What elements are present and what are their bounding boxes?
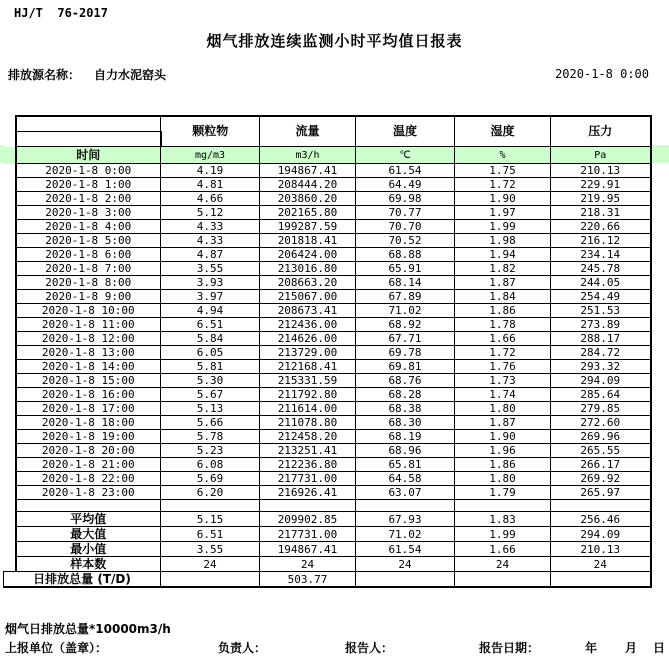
value-cell: 67.89 [356, 290, 455, 304]
value-cell: 272.60 [551, 416, 651, 430]
spacer-cell [16, 500, 161, 512]
summary-value-cell [551, 572, 651, 588]
summary-label-cell: 日排放总量 (T/D) [4, 572, 161, 588]
value-cell: 1.79 [455, 486, 551, 500]
value-cell: 3.93 [161, 276, 260, 290]
source-label: 排放源名称： [8, 68, 81, 82]
spacer-cell [260, 500, 356, 512]
ghost-cell [4, 542, 16, 557]
value-cell: 199287.59 [260, 220, 356, 234]
value-cell: 217731.00 [260, 472, 356, 486]
ghost-cell [4, 234, 16, 248]
report-datetime: 2020-1-8 0:00 [555, 67, 649, 81]
table-row [4, 486, 651, 500]
value-cell: 6.20 [161, 486, 260, 500]
spacer-row [4, 500, 651, 512]
ghost-cell [4, 290, 16, 304]
table-row [4, 206, 651, 220]
time-cell: 2020-1-8 22:00 [16, 472, 161, 486]
table-row [4, 444, 651, 458]
ghost-cell [4, 527, 16, 542]
value-cell: 1.78 [455, 318, 551, 332]
value-cell: 5.30 [161, 374, 260, 388]
value-cell: 202165.80 [260, 206, 356, 220]
value-cell: 5.13 [161, 402, 260, 416]
ghost-cell [4, 248, 16, 262]
time-cell: 2020-1-8 15:00 [16, 374, 161, 388]
column-header: 湿度 [455, 116, 551, 147]
monitoring-table [3, 115, 652, 588]
summary-value-cell: 217731.00 [260, 527, 356, 542]
value-cell: 216926.41 [260, 486, 356, 500]
data-rows [4, 164, 651, 500]
value-cell: 203860.20 [260, 192, 356, 206]
value-cell: 3.97 [161, 290, 260, 304]
value-cell: 218.31 [551, 206, 651, 220]
value-cell: 67.71 [356, 332, 455, 346]
value-cell: 5.23 [161, 444, 260, 458]
summary-value-cell: 210.13 [551, 542, 651, 557]
value-cell: 234.14 [551, 248, 651, 262]
time-cell: 2020-1-8 4:00 [16, 220, 161, 234]
summary-value-cell: 1.83 [455, 512, 551, 527]
value-cell: 1.86 [455, 458, 551, 472]
value-cell: 1.90 [455, 192, 551, 206]
time-cell: 2020-1-8 7:00 [16, 262, 161, 276]
summary-value-cell: 1.66 [455, 542, 551, 557]
value-cell: 4.66 [161, 192, 260, 206]
value-cell: 194867.41 [260, 164, 356, 178]
summary-row [4, 557, 651, 572]
value-cell: 68.38 [356, 402, 455, 416]
unit-cell: % [455, 147, 551, 164]
value-cell: 64.49 [356, 178, 455, 192]
value-cell: 220.66 [551, 220, 651, 234]
time-cell: 2020-1-8 23:00 [16, 486, 161, 500]
value-cell: 1.80 [455, 472, 551, 486]
source-row [8, 66, 166, 83]
value-cell: 269.92 [551, 472, 651, 486]
summary-row [4, 527, 651, 542]
time-cell: 2020-1-8 3:00 [16, 206, 161, 220]
table-row [4, 192, 651, 206]
time-cell: 2020-1-8 19:00 [16, 430, 161, 444]
value-cell: 6.05 [161, 346, 260, 360]
ghost-cell [4, 557, 16, 572]
table-row [4, 458, 651, 472]
ghost-cell [4, 332, 16, 346]
unit-cell: ℃ [356, 147, 455, 164]
value-cell: 69.78 [356, 346, 455, 360]
value-cell: 208663.20 [260, 276, 356, 290]
time-cell: 2020-1-8 16:00 [16, 388, 161, 402]
value-cell: 61.54 [356, 164, 455, 178]
value-cell: 4.33 [161, 220, 260, 234]
table-row [4, 416, 651, 430]
time-cell: 2020-1-8 12:00 [16, 332, 161, 346]
ghost-cell [4, 346, 16, 360]
value-cell: 1.87 [455, 416, 551, 430]
summary-label-cell: 最小值 [16, 542, 161, 557]
value-cell: 265.97 [551, 486, 651, 500]
value-cell: 201818.41 [260, 234, 356, 248]
value-cell: 254.49 [551, 290, 651, 304]
value-cell: 251.53 [551, 304, 651, 318]
value-cell: 208673.41 [260, 304, 356, 318]
table-row [4, 276, 651, 290]
time-cell: 2020-1-8 11:00 [16, 318, 161, 332]
spacer-section [4, 500, 651, 512]
ghost-cell [4, 444, 16, 458]
summary-value-cell: 256.46 [551, 512, 651, 527]
report-title: 烟气排放连续监测小时平均值日报表 [206, 32, 463, 50]
value-cell: 64.58 [356, 472, 455, 486]
summary-value-cell: 24 [455, 557, 551, 572]
summary-value-cell [455, 572, 551, 588]
value-cell: 5.67 [161, 388, 260, 402]
value-cell: 6.51 [161, 318, 260, 332]
ghost-cell [4, 500, 16, 512]
value-cell: 5.81 [161, 360, 260, 374]
value-cell: 229.91 [551, 178, 651, 192]
ghost-cell [4, 178, 16, 192]
value-cell: 63.07 [356, 486, 455, 500]
value-cell: 5.78 [161, 430, 260, 444]
value-cell: 212436.00 [260, 318, 356, 332]
value-cell: 219.95 [551, 192, 651, 206]
month-label: 月 [625, 641, 638, 655]
time-cell: 2020-1-8 9:00 [16, 290, 161, 304]
summary-label-cell: 最大值 [16, 527, 161, 542]
table-wrapper [3, 115, 652, 588]
time-cell: 2020-1-8 18:00 [16, 416, 161, 430]
reporter-label: 报告人： [345, 641, 394, 655]
value-cell: 1.72 [455, 178, 551, 192]
value-cell: 1.84 [455, 290, 551, 304]
value-cell: 1.90 [455, 430, 551, 444]
value-cell: 70.52 [356, 234, 455, 248]
value-cell: 213251.41 [260, 444, 356, 458]
value-cell: 288.17 [551, 332, 651, 346]
summary-value-cell: 67.93 [356, 512, 455, 527]
time-cell: 2020-1-8 21:00 [16, 458, 161, 472]
summary-value-cell: 24 [260, 557, 356, 572]
value-cell: 213729.00 [260, 346, 356, 360]
ghost-cell [4, 472, 16, 486]
value-cell: 213016.80 [260, 262, 356, 276]
time-cell: 2020-1-8 13:00 [16, 346, 161, 360]
value-cell: 1.72 [455, 346, 551, 360]
summary-value-cell: 6.51 [161, 527, 260, 542]
value-cell: 1.86 [455, 304, 551, 318]
value-cell: 6.08 [161, 458, 260, 472]
summary-value-cell: 1.99 [455, 527, 551, 542]
value-cell: 1.94 [455, 248, 551, 262]
value-cell: 208444.20 [260, 178, 356, 192]
value-cell: 212236.80 [260, 458, 356, 472]
value-cell: 245.78 [551, 262, 651, 276]
summary-value-cell [161, 572, 260, 588]
value-cell: 70.77 [356, 206, 455, 220]
ghost-cell [4, 220, 16, 234]
column-header: 颗粒物 [161, 116, 260, 147]
header-row-top [4, 116, 651, 132]
value-cell: 68.92 [356, 318, 455, 332]
value-cell: 215067.00 [260, 290, 356, 304]
value-cell: 211078.80 [260, 416, 356, 430]
ghost-cell [4, 318, 16, 332]
time-cell: 2020-1-8 1:00 [16, 178, 161, 192]
table-row [4, 178, 651, 192]
value-cell: 1.75 [455, 164, 551, 178]
value-cell: 215331.59 [260, 374, 356, 388]
value-cell: 5.66 [161, 416, 260, 430]
value-cell: 1.96 [455, 444, 551, 458]
unit-cell: mg/m3 [161, 147, 260, 164]
ghost-cell [4, 360, 16, 374]
summary-value-cell [356, 572, 455, 588]
value-cell: 216.12 [551, 234, 651, 248]
table-row [4, 374, 651, 388]
report-date-label: 报告日期： [479, 641, 540, 655]
table-row [4, 318, 651, 332]
summary-rows [4, 512, 651, 588]
value-cell: 211614.00 [260, 402, 356, 416]
ghost-cell [4, 206, 16, 220]
value-cell: 1.80 [455, 402, 551, 416]
value-cell: 269.96 [551, 430, 651, 444]
time-cell: 2020-1-8 14:00 [16, 360, 161, 374]
value-cell: 69.81 [356, 360, 455, 374]
value-cell: 3.55 [161, 262, 260, 276]
spacer-cell [455, 500, 551, 512]
value-cell: 273.89 [551, 318, 651, 332]
value-cell: 5.69 [161, 472, 260, 486]
summary-value-cell: 5.15 [161, 512, 260, 527]
table-row [4, 472, 651, 486]
value-cell: 212458.20 [260, 430, 356, 444]
time-header-split-top [16, 116, 161, 132]
column-header: 温度 [356, 116, 455, 147]
summary-value-cell: 24 [551, 557, 651, 572]
table-row [4, 234, 651, 248]
day-label: 日 [653, 641, 666, 655]
summary-value-cell: 209902.85 [260, 512, 356, 527]
value-cell: 4.87 [161, 248, 260, 262]
table-row [4, 220, 651, 234]
total-emission-note: 烟气日排放总量*10000m3/h [5, 622, 171, 636]
time-cell: 2020-1-8 10:00 [16, 304, 161, 318]
unit-cell: m3/h [260, 147, 356, 164]
value-cell: 68.19 [356, 430, 455, 444]
ghost-cell [4, 486, 16, 500]
value-cell: 212168.41 [260, 360, 356, 374]
time-header-split-bottom [16, 132, 161, 147]
summary-value-cell: 3.55 [161, 542, 260, 557]
column-header: 压力 [551, 116, 651, 147]
value-cell: 279.85 [551, 402, 651, 416]
table-row [4, 346, 651, 360]
source-name: 自力水泥窑头 [94, 68, 167, 82]
value-cell: 68.30 [356, 416, 455, 430]
summary-value-cell: 194867.41 [260, 542, 356, 557]
table-row [4, 304, 651, 318]
value-cell: 266.17 [551, 458, 651, 472]
time-cell: 2020-1-8 0:00 [16, 164, 161, 178]
time-cell: 2020-1-8 6:00 [16, 248, 161, 262]
value-cell: 244.05 [551, 276, 651, 290]
value-cell: 68.88 [356, 248, 455, 262]
ghost-cell [4, 512, 16, 527]
table-row [4, 290, 651, 304]
manager-label: 负责人： [218, 641, 267, 655]
ghost-cell [4, 304, 16, 318]
summary-value-cell: 503.77 [260, 572, 356, 588]
reporting-unit-label: 上报单位（盖章）： [5, 641, 108, 655]
ghost-cell [4, 192, 16, 206]
value-cell: 68.28 [356, 388, 455, 402]
ghost-cell [4, 374, 16, 388]
table-row [4, 360, 651, 374]
value-cell: 293.32 [551, 360, 651, 374]
time-cell: 2020-1-8 20:00 [16, 444, 161, 458]
value-cell: 1.99 [455, 220, 551, 234]
spacer-cell [551, 500, 651, 512]
time-column-header: 时间 [16, 147, 161, 164]
value-cell: 4.94 [161, 304, 260, 318]
summary-value-cell: 24 [356, 557, 455, 572]
unit-row [4, 147, 651, 164]
ghost-cell [4, 116, 16, 132]
value-cell: 65.91 [356, 262, 455, 276]
summary-row [4, 542, 651, 557]
value-cell: 5.84 [161, 332, 260, 346]
value-cell: 206424.00 [260, 248, 356, 262]
value-cell: 1.87 [455, 276, 551, 290]
value-cell: 65.81 [356, 458, 455, 472]
value-cell: 1.97 [455, 206, 551, 220]
summary-value-cell: 294.09 [551, 527, 651, 542]
value-cell: 4.19 [161, 164, 260, 178]
summary-value-cell: 24 [161, 557, 260, 572]
value-cell: 285.64 [551, 388, 651, 402]
value-cell: 1.66 [455, 332, 551, 346]
value-cell: 68.96 [356, 444, 455, 458]
ghost-cell [4, 132, 16, 147]
value-cell: 70.70 [356, 220, 455, 234]
spacer-cell [356, 500, 455, 512]
value-cell: 1.82 [455, 262, 551, 276]
value-cell: 71.02 [356, 304, 455, 318]
table-row [4, 388, 651, 402]
value-cell: 68.76 [356, 374, 455, 388]
column-header: 流量 [260, 116, 356, 147]
table-row [4, 164, 651, 178]
summary-label-cell: 平均值 [16, 512, 161, 527]
table-row [4, 332, 651, 346]
summary-value-cell: 71.02 [356, 527, 455, 542]
value-cell: 294.09 [551, 374, 651, 388]
ghost-cell [4, 388, 16, 402]
time-cell: 2020-1-8 2:00 [16, 192, 161, 206]
value-cell: 265.55 [551, 444, 651, 458]
unit-cell: Pa [551, 147, 651, 164]
ghost-cell [4, 147, 16, 164]
value-cell: 1.98 [455, 234, 551, 248]
summary-value-cell: 61.54 [356, 542, 455, 557]
summary-label-cell: 样本数 [16, 557, 161, 572]
value-cell: 1.74 [455, 388, 551, 402]
value-cell: 5.12 [161, 206, 260, 220]
value-cell: 214626.00 [260, 332, 356, 346]
ghost-cell [4, 402, 16, 416]
value-cell: 284.72 [551, 346, 651, 360]
time-cell: 2020-1-8 8:00 [16, 276, 161, 290]
daily-total-row [4, 572, 651, 588]
value-cell: 210.13 [551, 164, 651, 178]
year-label: 年 [585, 641, 598, 655]
time-cell: 2020-1-8 17:00 [16, 402, 161, 416]
value-cell: 1.73 [455, 374, 551, 388]
value-cell: 1.76 [455, 360, 551, 374]
value-cell: 211792.80 [260, 388, 356, 402]
value-cell: 68.14 [356, 276, 455, 290]
table-row [4, 248, 651, 262]
value-cell: 4.33 [161, 234, 260, 248]
ghost-cell [4, 262, 16, 276]
summary-row [4, 512, 651, 527]
time-cell: 2020-1-8 5:00 [16, 234, 161, 248]
ghost-cell [4, 416, 16, 430]
ghost-cell [4, 164, 16, 178]
ghost-cell [4, 276, 16, 290]
standard-code: HJ/T 76-2017 [14, 6, 108, 20]
ghost-cell [4, 458, 16, 472]
table-row [4, 262, 651, 276]
table-row [4, 402, 651, 416]
highlight-strip-right [650, 145, 669, 163]
value-cell: 69.98 [356, 192, 455, 206]
value-cell: 4.81 [161, 178, 260, 192]
table-row [4, 430, 651, 444]
spacer-cell [161, 500, 260, 512]
ghost-cell [4, 430, 16, 444]
